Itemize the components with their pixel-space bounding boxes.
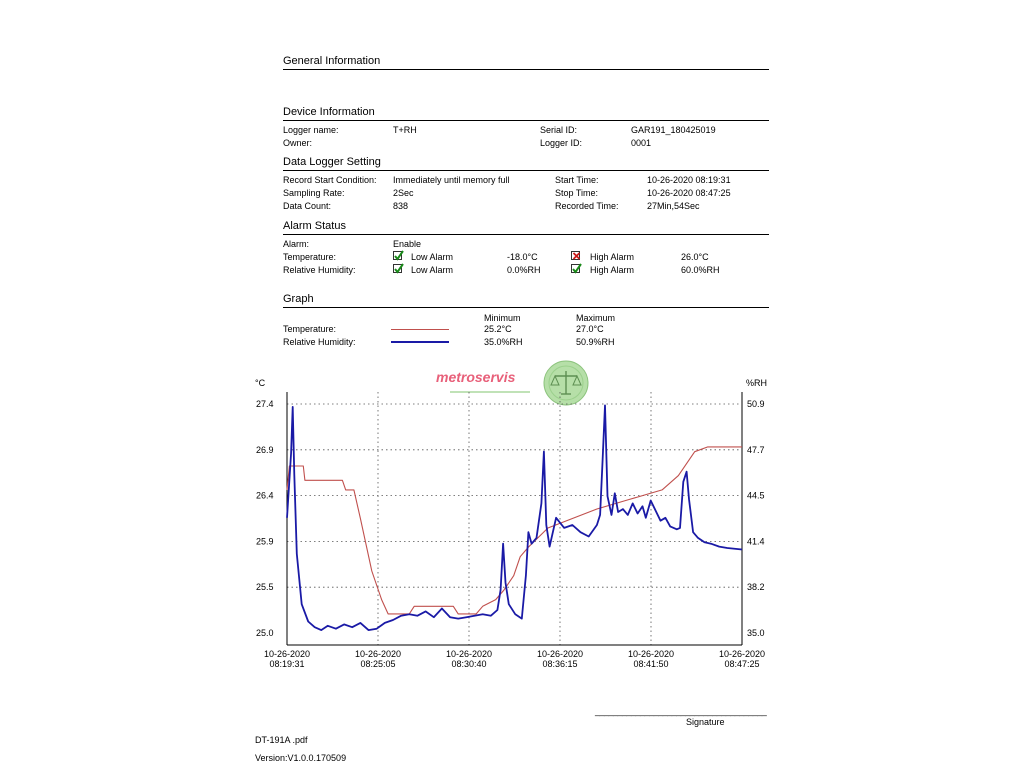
logger-name-label: Logger name: (283, 125, 339, 135)
graph-temperature-label: Temperature: (283, 324, 337, 334)
left-tick-label: 26.4 (256, 490, 274, 501)
x-tick-date: 10-26-2020 (627, 649, 675, 659)
rh-high-alarm-value: 60.0%RH (681, 265, 720, 275)
general-information-title: General Information (283, 55, 381, 67)
watermark-text: metroservis (436, 369, 516, 385)
recorded-time-label: Recorded Time: (555, 201, 619, 211)
logger-id-label: Logger ID: (540, 138, 583, 148)
start-time-label: Start Time: (555, 175, 599, 185)
sampling-rate-label: Sampling Rate: (283, 188, 345, 198)
sampling-rate-value: 2Sec (393, 188, 414, 198)
x-tick-time: 08:36:15 (542, 659, 578, 669)
alarm-temperature-label: Temperature: (283, 252, 337, 262)
serial-id-value: GAR191_180425019 (631, 125, 716, 135)
right-tick-label: 41.4 (747, 536, 765, 547)
temp-high-alarm-label: High Alarm (590, 252, 635, 262)
temperature-series-line (287, 447, 742, 614)
temperature-minimum: 25.2°C (484, 324, 512, 334)
rh-high-alarm-label: High Alarm (590, 265, 635, 275)
left-tick-label: 27.4 (256, 399, 274, 409)
minimum-header: Minimum (484, 313, 521, 323)
data-logger-setting-title: Data Logger Setting (283, 156, 381, 168)
x-tick-time: 08:41:50 (633, 659, 669, 669)
temp-high-alarm-value: 26.0°C (681, 252, 709, 262)
x-tick-date: 10-26-2020 (263, 649, 311, 659)
right-axis-unit: %RH (746, 378, 768, 388)
left-tick-label: 25.0 (256, 628, 274, 638)
humidity-maximum: 50.9%RH (576, 337, 615, 347)
left-tick-label: 26.9 (256, 444, 274, 455)
rh-low-alarm-value: 0.0%RH (507, 265, 541, 275)
recorded-time-value: 27Min,54Sec (647, 201, 700, 211)
data-count-label: Data Count: (283, 201, 332, 211)
logger-id-value: 0001 (631, 138, 652, 148)
start-time-value: 10-26-2020 08:19:31 (647, 175, 731, 185)
x-tick-date: 10-26-2020 (445, 649, 493, 659)
x-tick-time: 08:30:40 (451, 659, 487, 669)
device-information-title: Device Information (283, 106, 375, 118)
x-tick-date: 10-26-2020 (536, 649, 584, 659)
alarm-humidity-label: Relative Humidity: (283, 265, 356, 275)
temp-low-alarm-label: Low Alarm (411, 252, 454, 262)
data-count-value: 838 (393, 201, 409, 211)
graph-title: Graph (283, 293, 314, 305)
record-start-condition-label: Record Start Condition: (283, 175, 377, 185)
left-tick-label: 25.9 (256, 536, 274, 547)
maximum-header: Maximum (576, 313, 616, 323)
x-tick-time: 08:47:25 (724, 659, 760, 669)
humidity-minimum: 35.0%RH (484, 337, 523, 347)
left-axis-unit: °C (255, 378, 266, 388)
right-tick-label: 35.0 (747, 628, 765, 638)
x-tick-date: 10-26-2020 (354, 649, 402, 659)
logger-name-value: T+RH (393, 125, 417, 135)
graph-humidity-label: Relative Humidity: (283, 337, 356, 347)
signature-line: ______________________________________ (595, 706, 767, 716)
alarm-value: Enable (393, 239, 422, 249)
temperature-maximum: 27.0°C (576, 324, 604, 334)
rh-low-alarm-label: Low Alarm (411, 265, 454, 275)
right-tick-label: 44.5 (747, 490, 765, 501)
right-tick-label: 38.2 (747, 582, 765, 593)
stop-time-value: 10-26-2020 08:47:25 (647, 188, 731, 198)
footer-version: Version:V1.0.0.170509 (255, 753, 347, 763)
x-tick-time: 08:19:31 (269, 659, 305, 669)
left-tick-label: 25.5 (256, 582, 274, 593)
alarm-label: Alarm: (283, 239, 310, 249)
record-start-condition-value: Immediately until memory full (393, 175, 510, 185)
stop-time-label: Stop Time: (555, 188, 599, 198)
footer-filename: DT-191A .pdf (255, 735, 308, 745)
serial-id-label: Serial ID: (540, 125, 578, 135)
owner-label: Owner: (283, 138, 313, 148)
humidity-series-line (287, 405, 742, 630)
temp-low-alarm-value: -18.0°C (507, 252, 538, 262)
signature-label: Signature (686, 717, 725, 727)
alarm-status-title: Alarm Status (283, 220, 346, 232)
right-tick-label: 47.7 (747, 444, 765, 455)
right-tick-label: 50.9 (747, 399, 765, 409)
x-tick-time: 08:25:05 (360, 659, 396, 669)
x-tick-date: 10-26-2020 (718, 649, 766, 659)
